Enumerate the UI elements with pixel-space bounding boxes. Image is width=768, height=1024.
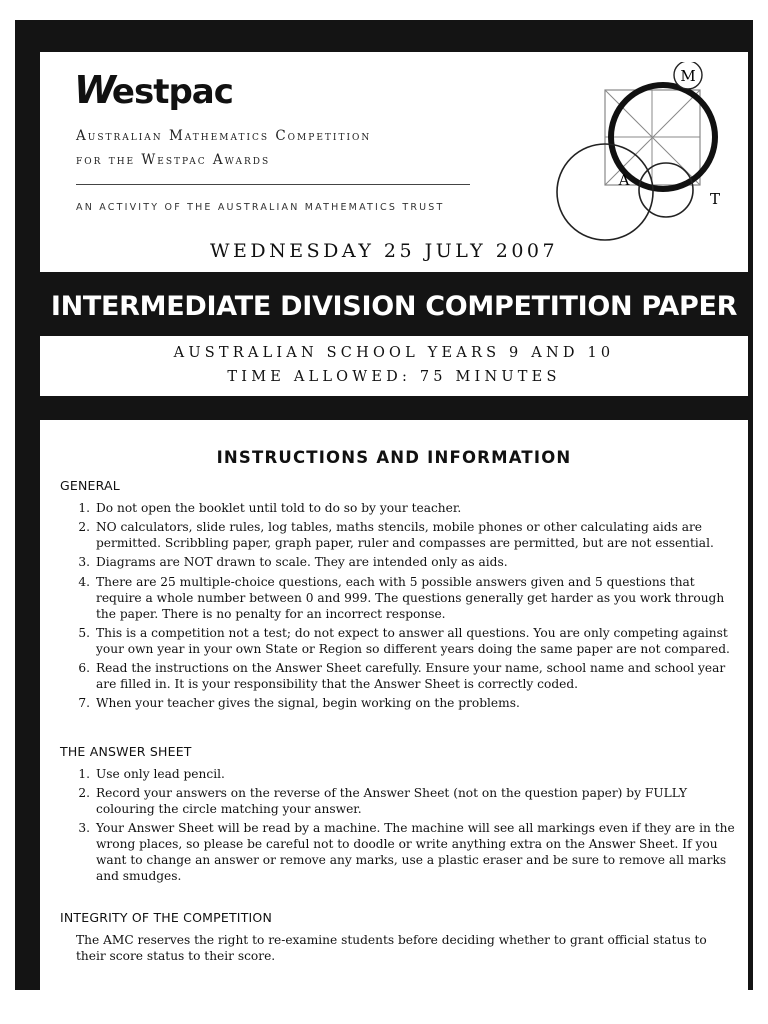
list-item: 5. This is a competition not a test; do not expect to answer all questions. You are only competing against your own year in your own State or Region so different years doing the same paper are not compared. — [78, 625, 730, 656]
list-item: 1. Do not open the booklet until told to do so by your teacher. — [78, 501, 462, 515]
westpac-logo-text: estpac — [111, 72, 233, 112]
westpac-logo-mark: W — [74, 68, 112, 112]
westpac-logo — [74, 68, 233, 112]
list-item: 2. Record your answers on the reverse of the Answer Sheet (not on the question paper) by FULLY colouring the circle matching your answer. — [78, 786, 688, 817]
list-item: 3. Diagrams are NOT drawn to scale. They are intended only as aids. — [78, 555, 508, 570]
instructions-panel — [40, 420, 748, 990]
competition-subtitle: for the Westpac Awards — [76, 152, 271, 168]
general-heading: GENERAL — [60, 478, 120, 493]
answer-sheet-heading: THE ANSWER SHEET — [60, 744, 192, 759]
integrity-text: The AMC reserves the right to re-examine students before deciding whether to grant official status to their score status to their score. — [76, 933, 707, 963]
list-item: 2. NO calculators, slide rules, log tables, maths stencils, mobile phones or other calculating aids are permitted. Scribbling paper, graph paper, ruler and compasses are permitted, but are not essential. — [78, 520, 714, 551]
list-item: 4. There are 25 multiple-choice questions, each with 5 possible answers given and 5 questions that require a whole number between 0 and 999. The questions generally get harder as you work through the paper. There is no penalty for an incorrect response. — [78, 574, 725, 621]
amt-letter-a: A — [618, 171, 630, 189]
list-item: 3. Your Answer Sheet will be read by a machine. The machine will see all markings even if they are in the wrong places, so please be careful not to doodle or write anything extra on the Answer Sheet. If you want to change an answer or remove any marks, use a plastic eraser and be sure to remove all marks and smudges. — [78, 821, 735, 884]
integrity-heading: INTEGRITY OF THE COMPETITION — [60, 910, 273, 925]
division-banner: INTERMEDIATE DIVISION COMPETITION PAPER — [50, 290, 738, 322]
answer-sheet-list — [60, 766, 740, 888]
list-item: 6. Read the instructions on the Answer Sheet carefully. Ensure your name, school name and school year are filled in. It is your responsibility that the Answer Sheet is correctly coded. — [78, 660, 726, 691]
list-item: 1. Use only lead pencil. — [78, 767, 225, 781]
time-allowed: TIME ALLOWED: 75 MINUTES — [227, 369, 561, 385]
exam-date: WEDNESDAY 25 JULY 2007 — [210, 240, 559, 262]
amt-logo-icon — [545, 62, 745, 262]
amt-letter-m: M — [680, 67, 696, 85]
competition-name: Australian Mathematics Competition — [76, 128, 372, 144]
trust-line: AN ACTIVITY OF THE AUSTRALIAN MATHEMATICS TRUST — [76, 202, 445, 213]
header-panel — [40, 52, 748, 272]
instructions-title: INSTRUCTIONS AND INFORMATION — [216, 448, 572, 467]
amt-letter-t: T — [709, 190, 721, 208]
list-item: 7. When your teacher gives the signal, begin working on the problems. — [78, 696, 520, 711]
division-info-box — [40, 336, 748, 396]
school-years: AUSTRALIAN SCHOOL YEARS 9 AND 10 — [173, 345, 615, 361]
header-divider — [76, 184, 470, 185]
general-list — [60, 500, 740, 714]
